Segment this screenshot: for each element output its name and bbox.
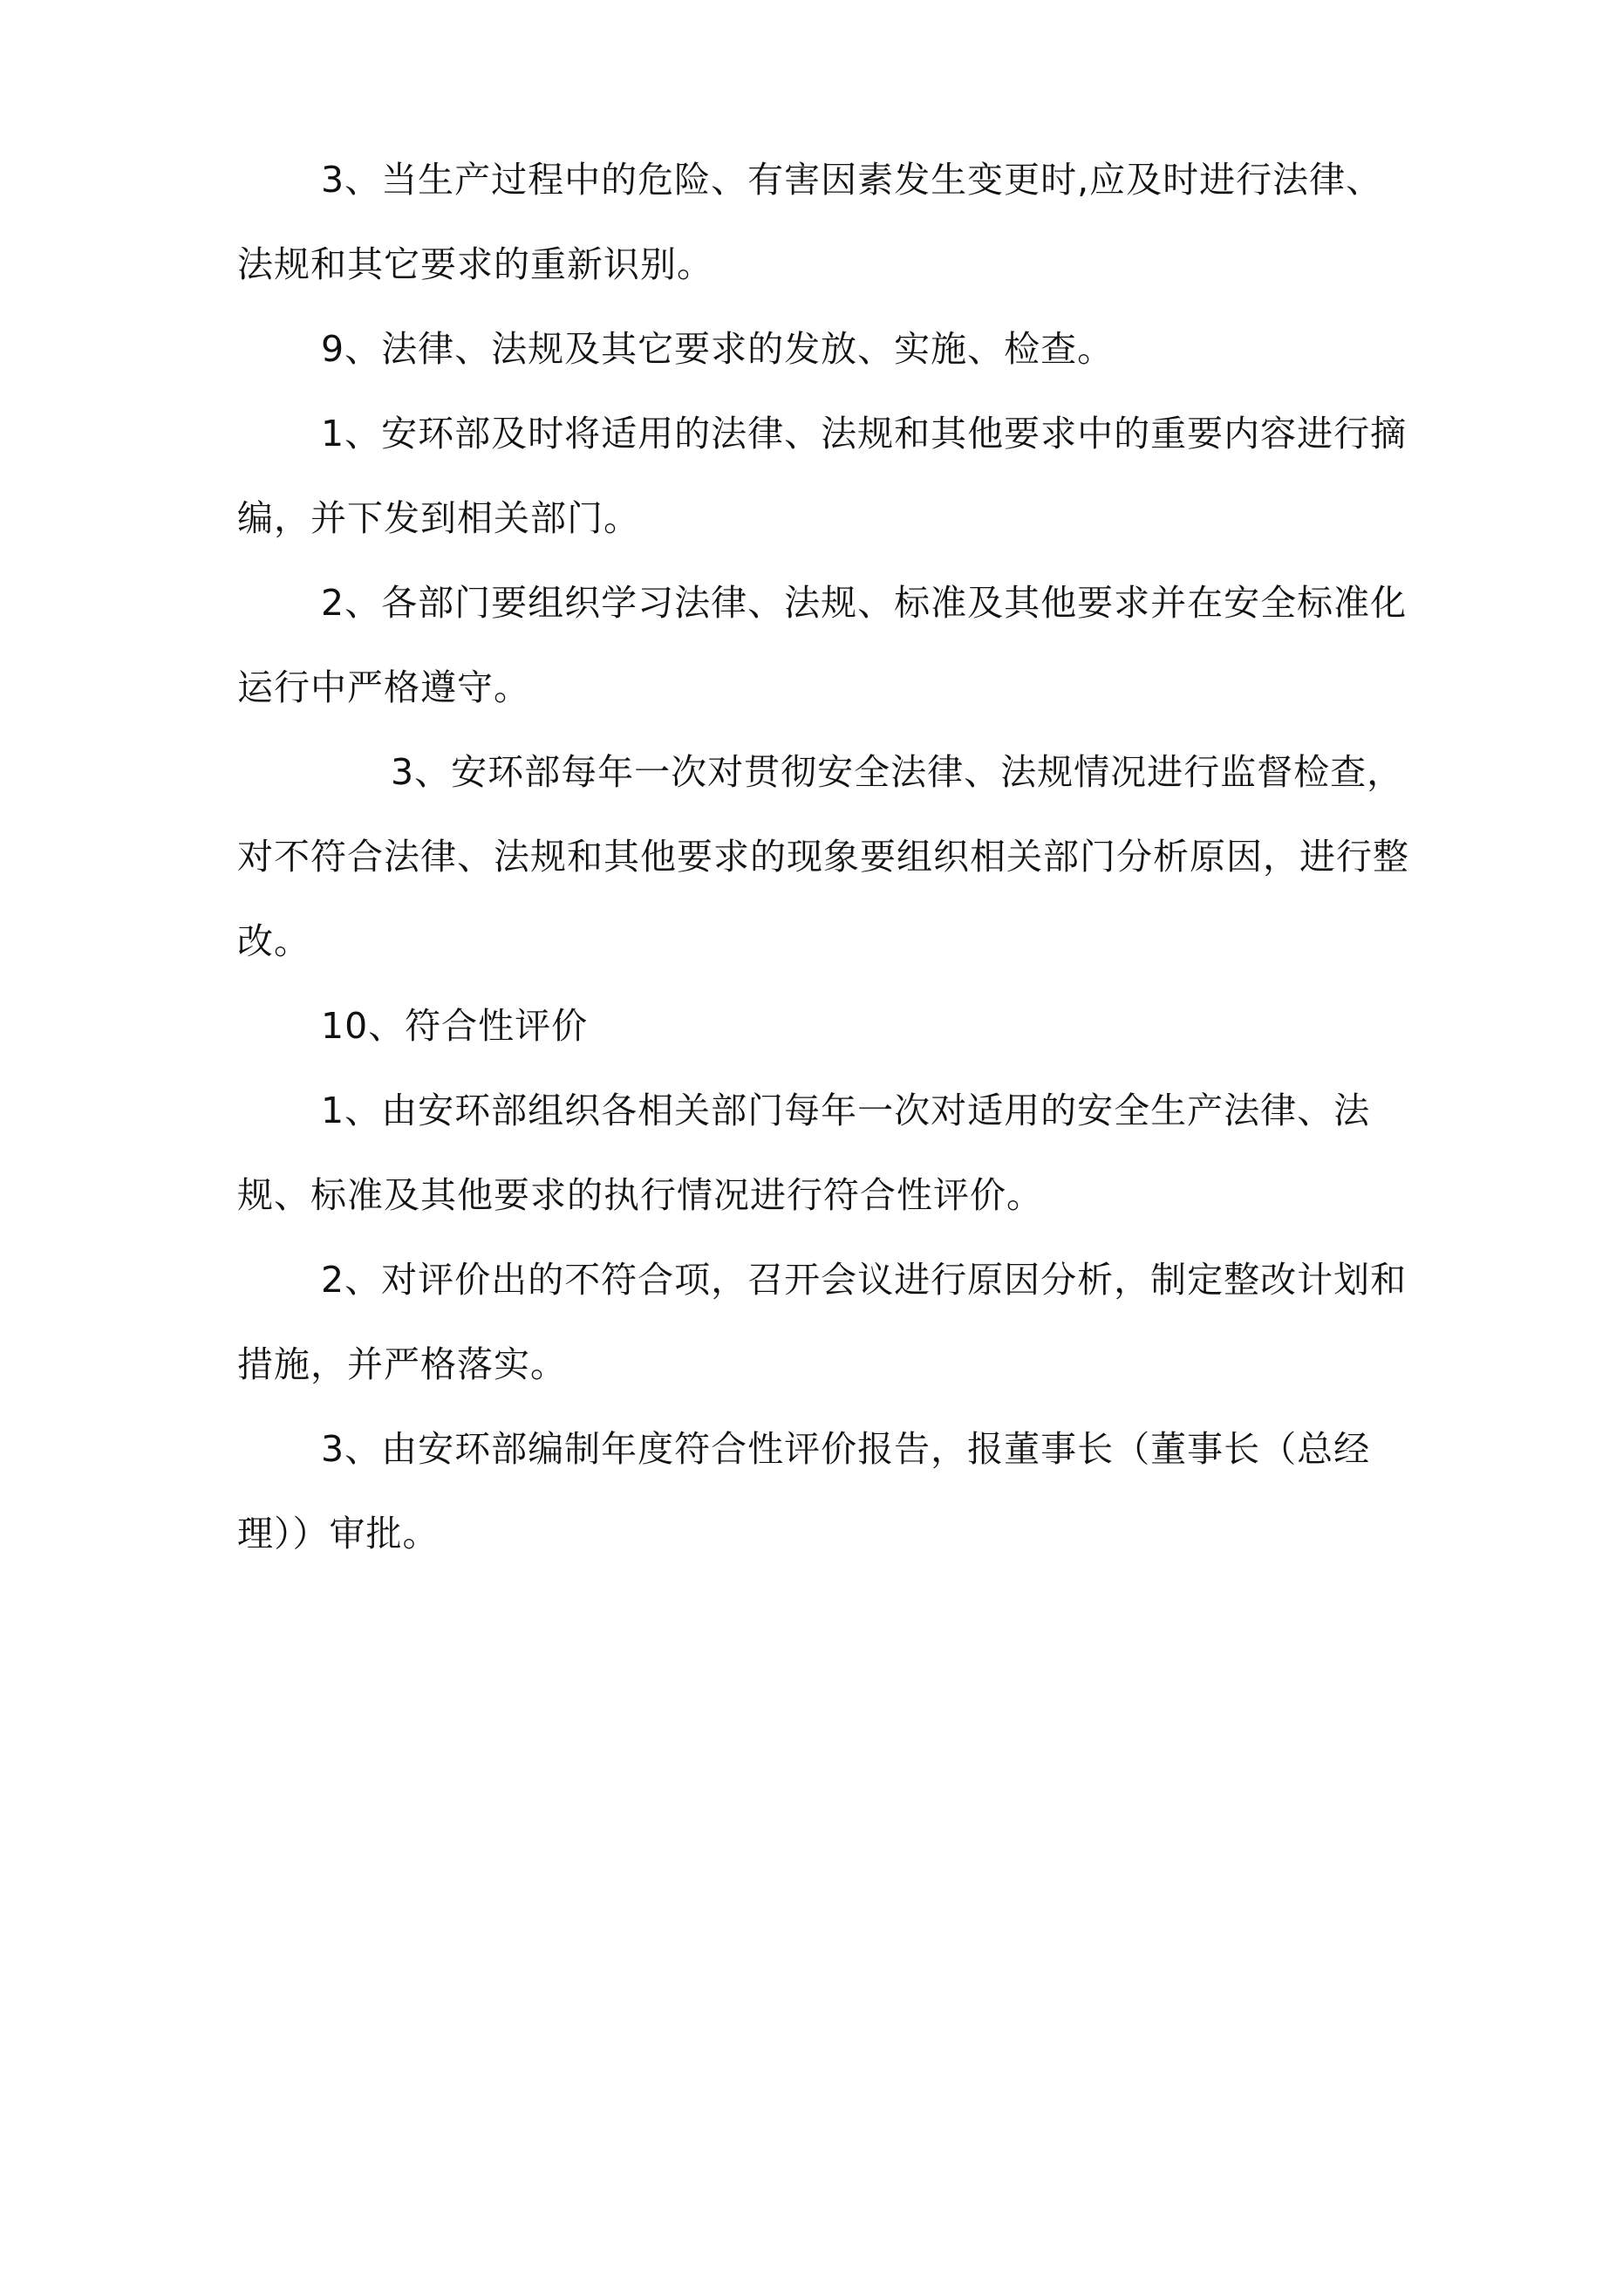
paragraph-department-study: 2、各部门要组织学习法律、法规、标准及其他要求并在安全标准化运行中严格遵守。 [237, 582, 1408, 708]
paragraph-annual-evaluation: 1、由安环部组织各相关部门每年一次对适用的安全生产法律、法规、标准及其他要求的执行情况进行符合性评价。 [237, 1090, 1371, 1216]
document-body [237, 138, 1415, 1576]
paragraph-reidentification: 3、当生产过程中的危险、有害因素发生变更时,应及时进行法律、法规和其它要求的重新识别。 [237, 159, 1383, 285]
paragraph-evaluation-report: 3、由安环部编制年度符合性评价报告，报董事长（董事长（总经理））审批。 [237, 1428, 1371, 1555]
section-heading-distribution: 9、法律、法规及其它要求的发放、实施、检查。 [321, 328, 1115, 370]
section-heading-compliance-evaluation: 10、符合性评价 [321, 1005, 589, 1047]
paragraph-excerpt-distribution: 1、安环部及时将适用的法律、法规和其他要求中的重要内容进行摘编，并下发到相关部门。 [237, 413, 1408, 539]
paragraph-annual-inspection: 3、安环部每年一次对贯彻安全法律、法规情况进行监督检查，对不符合法律、法规和其他要求的现象要组织相关部门分析原因，进行整改。 [237, 751, 1409, 962]
paragraph-nonconformity-analysis: 2、对评价出的不符合项，召开会议进行原因分析，制定整改计划和措施，并严格落实。 [237, 1259, 1408, 1385]
